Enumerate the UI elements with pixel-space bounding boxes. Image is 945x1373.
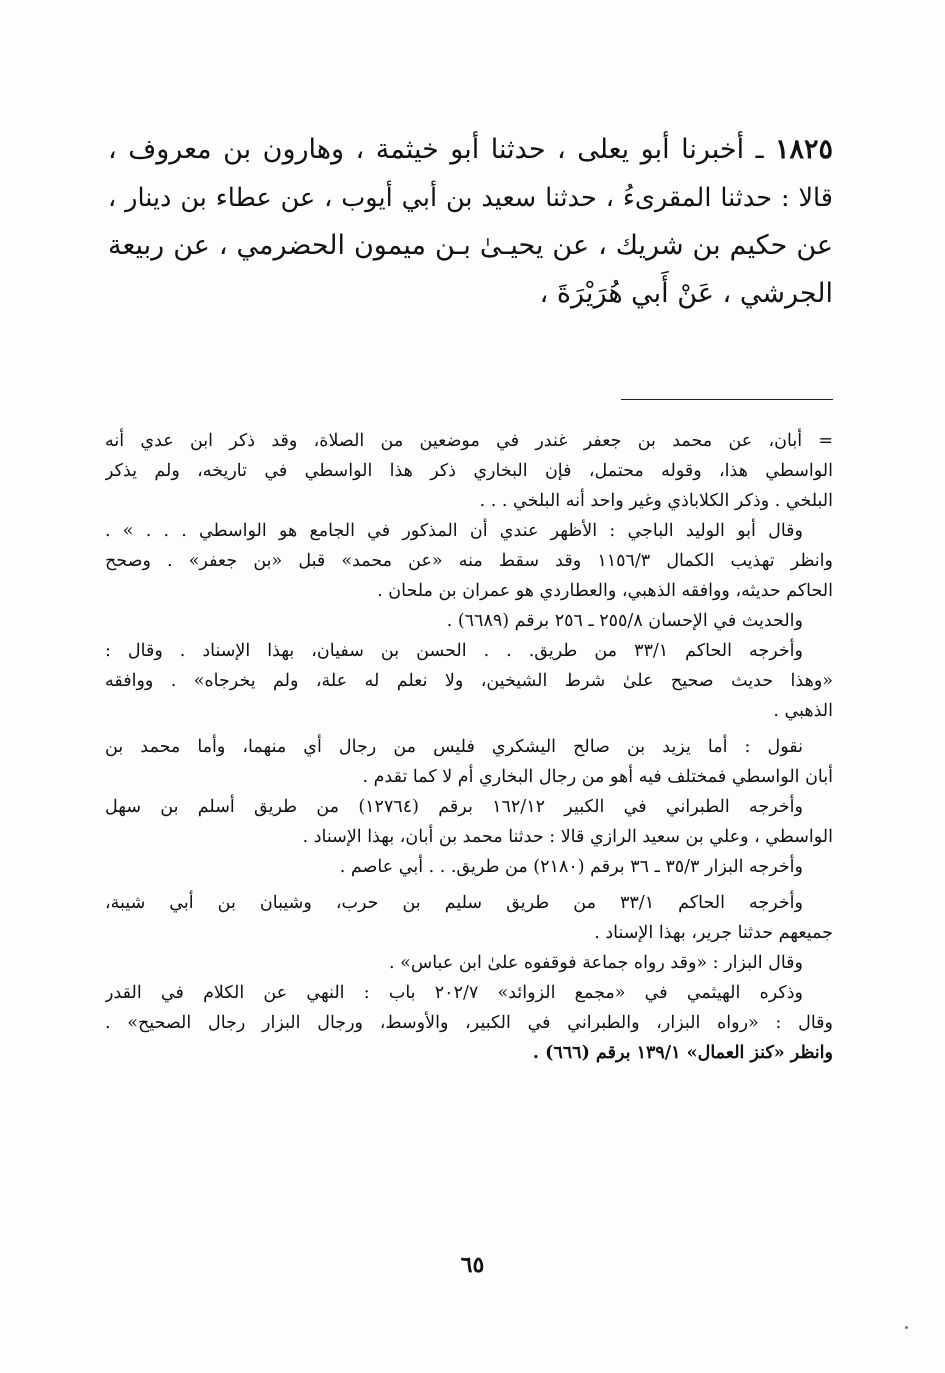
- footnote-line: أبان الواسطي فمختلف فيه أهو من رجال البخاري أم لا كما تقدم .: [362, 767, 833, 787]
- footnote-line: وأخرجه الحاكم ٣٣/١ من طريق. . . الحسن بن سفيان، بهذا الإسناد . وقال :: [105, 641, 803, 661]
- footnotes: [105, 426, 833, 1068]
- footnote-line: وأخرجه الطبراني في الكبير ١٦٢/١٢ برقم (١٢٧٦٤) من طريق أسلم بن سهل: [105, 797, 803, 817]
- footnote-line: البلخي . وذكر الكلاباذي وغير واحد أنه البلخي . . .: [479, 491, 833, 511]
- hadith-line-4: الجرشي ، عَنْ أَبي هُرَيْرَةَ ،: [539, 278, 833, 309]
- hadith-line-2: قالا : حدثنا المقرىءُ ، حدثنا سعيد بن أبي أيوب ، عن عطاء بن دينار ،: [108, 183, 833, 213]
- footnote-line: وأخرجه البزار ٣٥/٣ ـ ٣٦ برقم (٢١٨٠) من طريق. . . أبي عاصم .: [339, 857, 803, 877]
- page-number: ٦٥: [460, 1252, 485, 1278]
- footnote-line: وقال البزار : «وقد رواه جماعة فوقفوه علىٰ ابن عباس» .: [389, 953, 803, 973]
- hadith-line-1-text: ـ أخبرنا أبو يعلى ، حدثنا أبو خيثمة ، وهارون بن معروف ،: [108, 134, 775, 165]
- footnote-line: = أبان، عن محمد بن جعفر غندر في موضعين من الصلاة، وقد ذكر ابن عدي أنه: [105, 431, 833, 451]
- footnote-line: والحديث في الإحسان ٢٥٥/٨ ـ ٢٥٦ برقم (٦٦٨٩) .: [446, 611, 803, 631]
- footnote-line: نقول : أما يزيد بن صالح اليشكري فليس من رجال أي منهما، وأما محمد بن: [105, 737, 803, 757]
- footnote-line: وذكره الهيثمي في «مجمع الزوائد» ٢٠٢/٧ باب : النهي عن الكلام في القدر: [105, 983, 803, 1003]
- paper-speck: [905, 1326, 908, 1329]
- footnote-line: وانظر «كنز العمال» ١٣٩/١ برقم (٦٦٦) .: [532, 1043, 833, 1063]
- footnote-line: الحاكم حديثه، ووافقه الذهبي، والعطاردي هو عمران بن ملحان .: [377, 581, 833, 601]
- footnote-line: الذهبي .: [773, 701, 833, 721]
- footnote-line: الواسطي هذا، وقوله محتمل، فإن البخاري ذكر هذا الواسطي في تاريخه، ولم يذكر: [105, 461, 833, 481]
- hadith-text: [108, 126, 833, 318]
- footnote-line: الواسطي ، وعلي بن سعيد الرازي قالا : حدثنا محمد بن أبان، بهذا الإسناد .: [302, 827, 833, 847]
- footnote-line: وأخرجه الحاكم ٣٣/١ من طريق سليم بن حرب، وشيبان بن أبي شيبة،: [105, 893, 803, 913]
- footnote-line: «وهذا حديث صحيح علىٰ شرط الشيخين، ولا نعلم له علة، ولم يخرجاه» . ووافقه: [105, 671, 833, 691]
- footnote-line: وقال : «رواه البزار، والطبراني في الكبير، والأوسط، ورجال البزار رجال الصحيح» .: [105, 1013, 833, 1033]
- hadith-number: ١٨٢٥: [774, 134, 833, 165]
- footnote-line: جميعهم حدثنا جرير، بهذا الإسناد .: [594, 923, 833, 943]
- hadith-line-3: عن حكيم بن شريك ، عن يحيـىٰ بـن ميمون الحضرمي ، عن ربيعة: [108, 230, 833, 261]
- footnote-separator: [621, 399, 833, 400]
- footnote-line: وانظر تهذيب الكمال ١١٥٦/٣ وقد سقط منه «عن محمد» قبل «بن جعفر» . وصحح: [105, 551, 833, 571]
- hadith-line-1: [108, 126, 833, 174]
- footnote-line: وقال أبو الوليد الباجي : الأظهر عندي أن المذكور في الجامع هو الواسطي . . . » .: [105, 521, 803, 541]
